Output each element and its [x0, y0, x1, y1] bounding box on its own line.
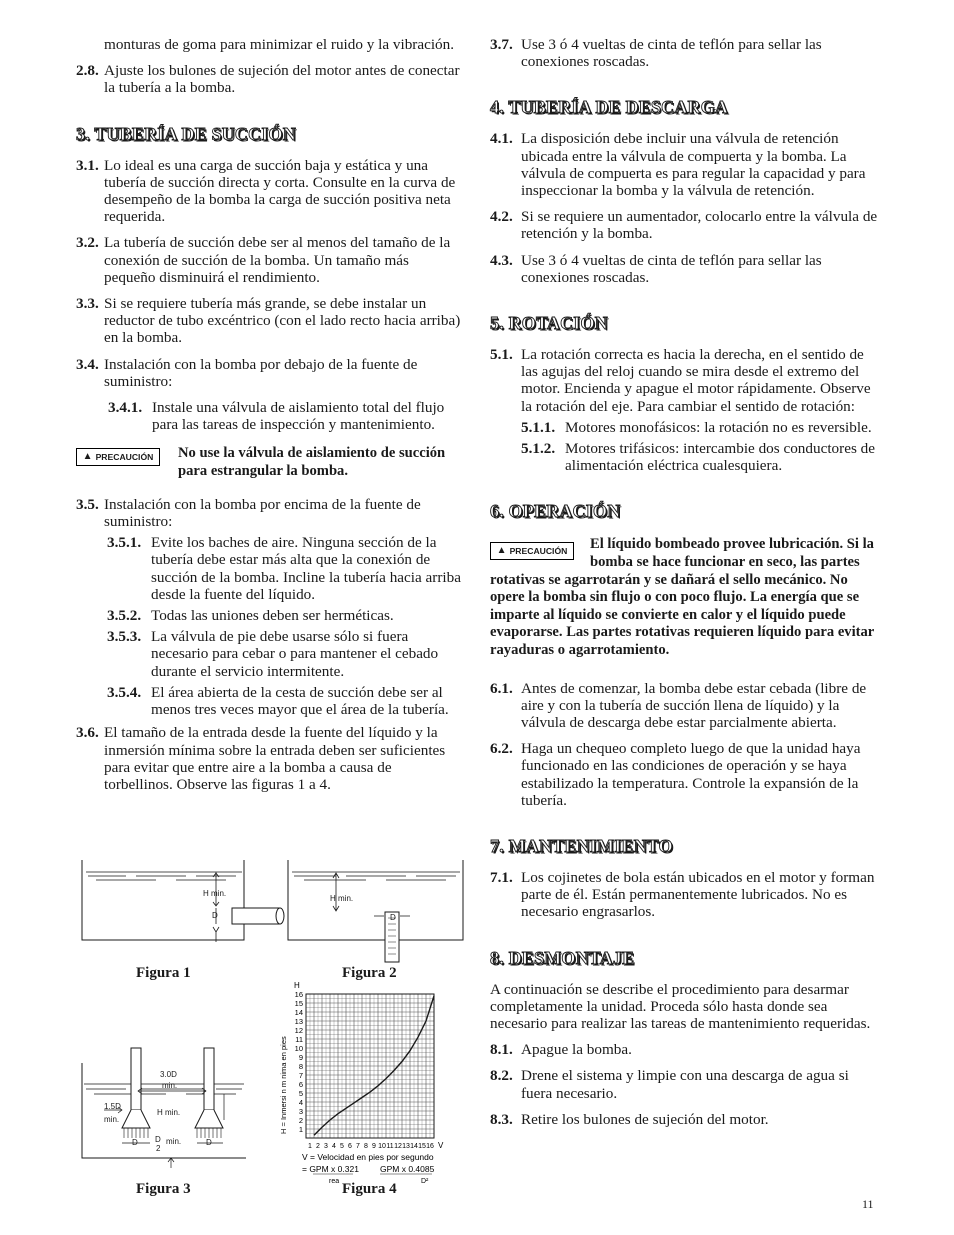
- y-tick-label: 3: [298, 1107, 303, 1116]
- x-tick-label: 5: [340, 1143, 344, 1150]
- section-heading: 7. MANTENIMIENTO: [490, 836, 673, 857]
- x-tick-label: 11: [386, 1143, 394, 1150]
- x-tick-label: 14: [410, 1143, 418, 1150]
- caution-note: ▲ PRECAUCIÓN No use la válvula de aislamiento de succión para estrangular la bomba.: [76, 445, 464, 479]
- y-tick-label: 14: [294, 1008, 303, 1017]
- formula-2-denominator: D²: [421, 1178, 429, 1185]
- list-item: 3.1. Lo ideal es una carga de succión baja y estática y una tubería de succión directa y corta. Consulte en la curva de desempeño de la bomba la carga de succión positiva neta requerida.: [76, 156, 456, 226]
- label-hmin-1: H min.: [203, 889, 227, 898]
- x-tick-label: 2: [316, 1143, 320, 1150]
- list-item: 8.2. Drene el sistema y limpie con una descarga de agua si fuera necesario.: [490, 1067, 849, 1102]
- y-tick-label: 11: [295, 1035, 303, 1044]
- x-tick-label: 9: [372, 1143, 376, 1150]
- x-tick-label: 4: [332, 1143, 336, 1150]
- list-item: 3.4. Instalación con la bomba por debajo de la fuente de suministro:: [76, 355, 418, 390]
- list-item: 3.5.1. Evite los baches de aire. Ninguna sección de la tubería debe estar más alta que la conexión de succión de la bomba. Incline la tubería hacia arriba desde la fuente del líquido.: [107, 534, 461, 603]
- label-15d: 1.5D: [104, 1102, 121, 1111]
- paragraph: A continuación se describe el procedimiento para desarmar completamente la unidad. Proceda sólo hasta donde sea necesario para realizar las tareas de mantenimiento requeridas.: [490, 980, 871, 1033]
- list-item: 3.2. La tubería de succión debe ser al menos del tamaño de la conexión de succión de la bomba. Un tamaño más pequeño disminuirá el rendimiento.: [76, 234, 451, 286]
- list-item: 3.6. El tamaño de la entrada desde la fuente del líquido y la inmersión mínima sobre la entrada deben ser suficientes para evitar que entre aire a la bomba a causa de torbellinos. Observe las figuras 1 a 4.: [76, 724, 446, 793]
- warning-icon: ▲: [496, 545, 507, 557]
- formula-1: = GPM x 0.321: [302, 1164, 359, 1174]
- submergence-chart: [279, 981, 444, 1185]
- continued-text: monturas de goma para minimizar el ruido y la vibración.: [104, 36, 455, 53]
- y-tick-label: 7: [298, 1071, 303, 1080]
- caution-badge: ▲ PRECAUCIÓN: [490, 542, 574, 560]
- list-item: 3.3. Si se requiere tubería más grande, se debe instalar un reductor de tubo excéntrico (con el lado recto hacia arriba) en la bomba.: [76, 295, 461, 347]
- caption-figure-2: Figura 2: [342, 965, 397, 981]
- list-item: 6.2. Haga un chequeo completo luego de que la unidad haya funcionado en las condiciones de operación y se haya estabilizado la temperatura. Controle la expansión de la tubería.: [490, 740, 861, 809]
- axis-letter-h: H: [294, 981, 300, 990]
- caption-figure-3: Figura 3: [136, 1181, 191, 1197]
- list-item: 8.3. Retire los bulones de sujeción del motor.: [490, 1110, 769, 1128]
- list-item: 5.1.1. Motores monofásicos: la rotación no es reversible.: [521, 418, 872, 436]
- y-tick-label: 13: [294, 1017, 303, 1026]
- label-hmin-3: H min.: [157, 1108, 181, 1117]
- list-item: 4.2. Si se requiere un aumentador, colocarlo entre la válvula de retención y la bomba.: [490, 208, 878, 243]
- caution-badge: ▲ PRECAUCIÓN: [76, 448, 160, 466]
- left-column: [76, 36, 464, 793]
- figures-drawing: [76, 858, 466, 1203]
- right-column: [490, 36, 878, 1128]
- list-item: 3.5.2. Todas las uniones deben ser herméticas.: [107, 607, 394, 625]
- list-item: 4.3. Use 3 ó 4 vueltas de cinta de teflón para sellar las conexiones roscadas.: [490, 251, 822, 286]
- x-tick-label: 12: [394, 1143, 402, 1150]
- list-item: 3.5. Instalación con la bomba por encima de la fuente de suministro:: [76, 495, 421, 531]
- x-tick-label: 8: [364, 1143, 368, 1150]
- x-tick-label: 15: [418, 1143, 426, 1150]
- figures-block: [76, 858, 466, 1203]
- formula-1-denominator: rea: [329, 1178, 340, 1185]
- y-tick-label: 9: [298, 1053, 303, 1062]
- section-heading: 5. ROTACIÓN: [490, 313, 608, 334]
- y-tick-label: 10: [294, 1044, 303, 1053]
- x-tick-label: 3: [324, 1143, 328, 1150]
- label-d-3b: D: [206, 1138, 212, 1147]
- x-tick-label: 13: [402, 1143, 410, 1150]
- list-item: 5.1. La rotación correcta es hacia la derecha, en el sentido de las agujas del reloj cuando se mira desde el extremo del motor. Encienda y apague el motor rápidamente. Observe la rotación del eje. Para cambiar el sentido de rotación:: [490, 346, 871, 415]
- section-heading: 3. TUBERÍA DE SUCCIÓN: [76, 123, 296, 144]
- list-item: 3.4.1. Instale una válvula de aislamiento total del flujo para las tareas de inspección y mantenimiento.: [108, 399, 445, 434]
- section-heading: 6. OPERACIÓN: [490, 501, 621, 522]
- label-d-2: D: [390, 913, 396, 922]
- list-item: 3.7. Use 3 ó 4 vueltas de cinta de teflón para sellar las conexiones roscadas.: [490, 36, 822, 71]
- y-tick-label: 12: [294, 1026, 303, 1035]
- label-min-b: min.: [104, 1115, 120, 1124]
- y-tick-label: 6: [298, 1080, 303, 1089]
- label-d-1: D: [212, 911, 218, 920]
- y-tick-label: 15: [294, 999, 303, 1008]
- list-item: 3.5.3. La válvula de pie debe usarse sólo si fuera necesario para cebar o para mantener el cebado durante el servicio intermitente.: [107, 628, 439, 680]
- figure-2-drawing: [288, 860, 463, 962]
- x-axis-label: V = Velocidad en pies por segundo: [302, 1152, 434, 1162]
- y-tick-label: 2: [298, 1116, 303, 1125]
- list-item: 7.1. Los cojinetes de bola están ubicados en el motor y forman parte de él. Están permanentemente lubricados. No es necesario engrasarlos.: [490, 869, 875, 921]
- formula-2: GPM x 0.4085: [380, 1164, 435, 1174]
- y-tick-label: 8: [298, 1062, 303, 1071]
- label-dhalf-den: 2: [156, 1144, 161, 1153]
- list-item: 2.8. Ajuste los bulones de sujeción del motor antes de conectar la tubería a la bomba.: [76, 62, 460, 97]
- section-heading: 4. TUBERÍA DE DESCARGA: [490, 97, 729, 118]
- list-item: 6.1. Antes de comenzar, la bomba debe estar cebada (libre de aire y con la tubería de succión llena de líquido) y la válvula de descarga debe estar parcialmente abierta.: [490, 679, 867, 732]
- axis-letter-v: V: [438, 1141, 444, 1150]
- caption-figure-1: Figura 1: [136, 965, 191, 981]
- label-min-c: min.: [166, 1137, 182, 1146]
- list-item: 8.1. Apague la bomba.: [490, 1041, 632, 1059]
- x-tick-label: 16: [426, 1143, 434, 1150]
- x-tick-label: 1: [308, 1143, 312, 1150]
- figure-1-drawing: [82, 860, 284, 942]
- list-item: 5.1.2. Motores trifásicos: intercambie dos conductores de alimentación eléctrica cualesquiera.: [521, 440, 875, 475]
- caution-note: ▲ PRECAUCIÓN El líquido bombeado provee lubricación. Si la bomba se hace funcionar en seco, las partes rotativas se agarrotarán y se dañará el sello mecánico. No opere la bomba sin flujo o con poco flujo. La energía que se imparte al líquido se convierte en calor y el líquido puede evaporarse. Las partes rotativas requieren líquido para evitar rayaduras o agarrotamiento.: [490, 536, 875, 659]
- list-item: 3.5.4. El área abierta de la cesta de succión debe ser al menos tres veces mayor que el área de la tubería.: [107, 683, 449, 719]
- caption-figure-4: Figura 4: [342, 1181, 397, 1197]
- x-tick-label: 10: [378, 1143, 386, 1150]
- label-hmin-2: H min.: [330, 894, 354, 903]
- warning-icon: ▲: [82, 451, 93, 463]
- y-tick-label: 16: [294, 990, 303, 999]
- y-tick-label: 1: [298, 1125, 303, 1134]
- page-number: 11: [862, 1197, 874, 1211]
- label-3d: 3.0D: [160, 1070, 177, 1079]
- list-item: 4.1. La disposición debe incluir una válvula de retención ubicada entre la válvula de compuerta y la bomba. La válvula de compuerta es para regular la capacidad y para inspeccionar la bomba y la válvula de retención.: [490, 130, 866, 200]
- y-axis-label: H = Inmersi n m nima en pies: [279, 1036, 288, 1134]
- label-d-3a: D: [132, 1138, 138, 1147]
- x-tick-label: 6: [348, 1143, 352, 1150]
- section-heading: 8. DESMONTAJE: [490, 947, 635, 968]
- y-tick-label: 4: [298, 1098, 303, 1107]
- label-dhalf-num: D: [155, 1135, 161, 1144]
- label-min-a: min.: [162, 1081, 178, 1090]
- y-tick-label: 5: [298, 1089, 303, 1098]
- x-tick-label: 7: [356, 1143, 360, 1150]
